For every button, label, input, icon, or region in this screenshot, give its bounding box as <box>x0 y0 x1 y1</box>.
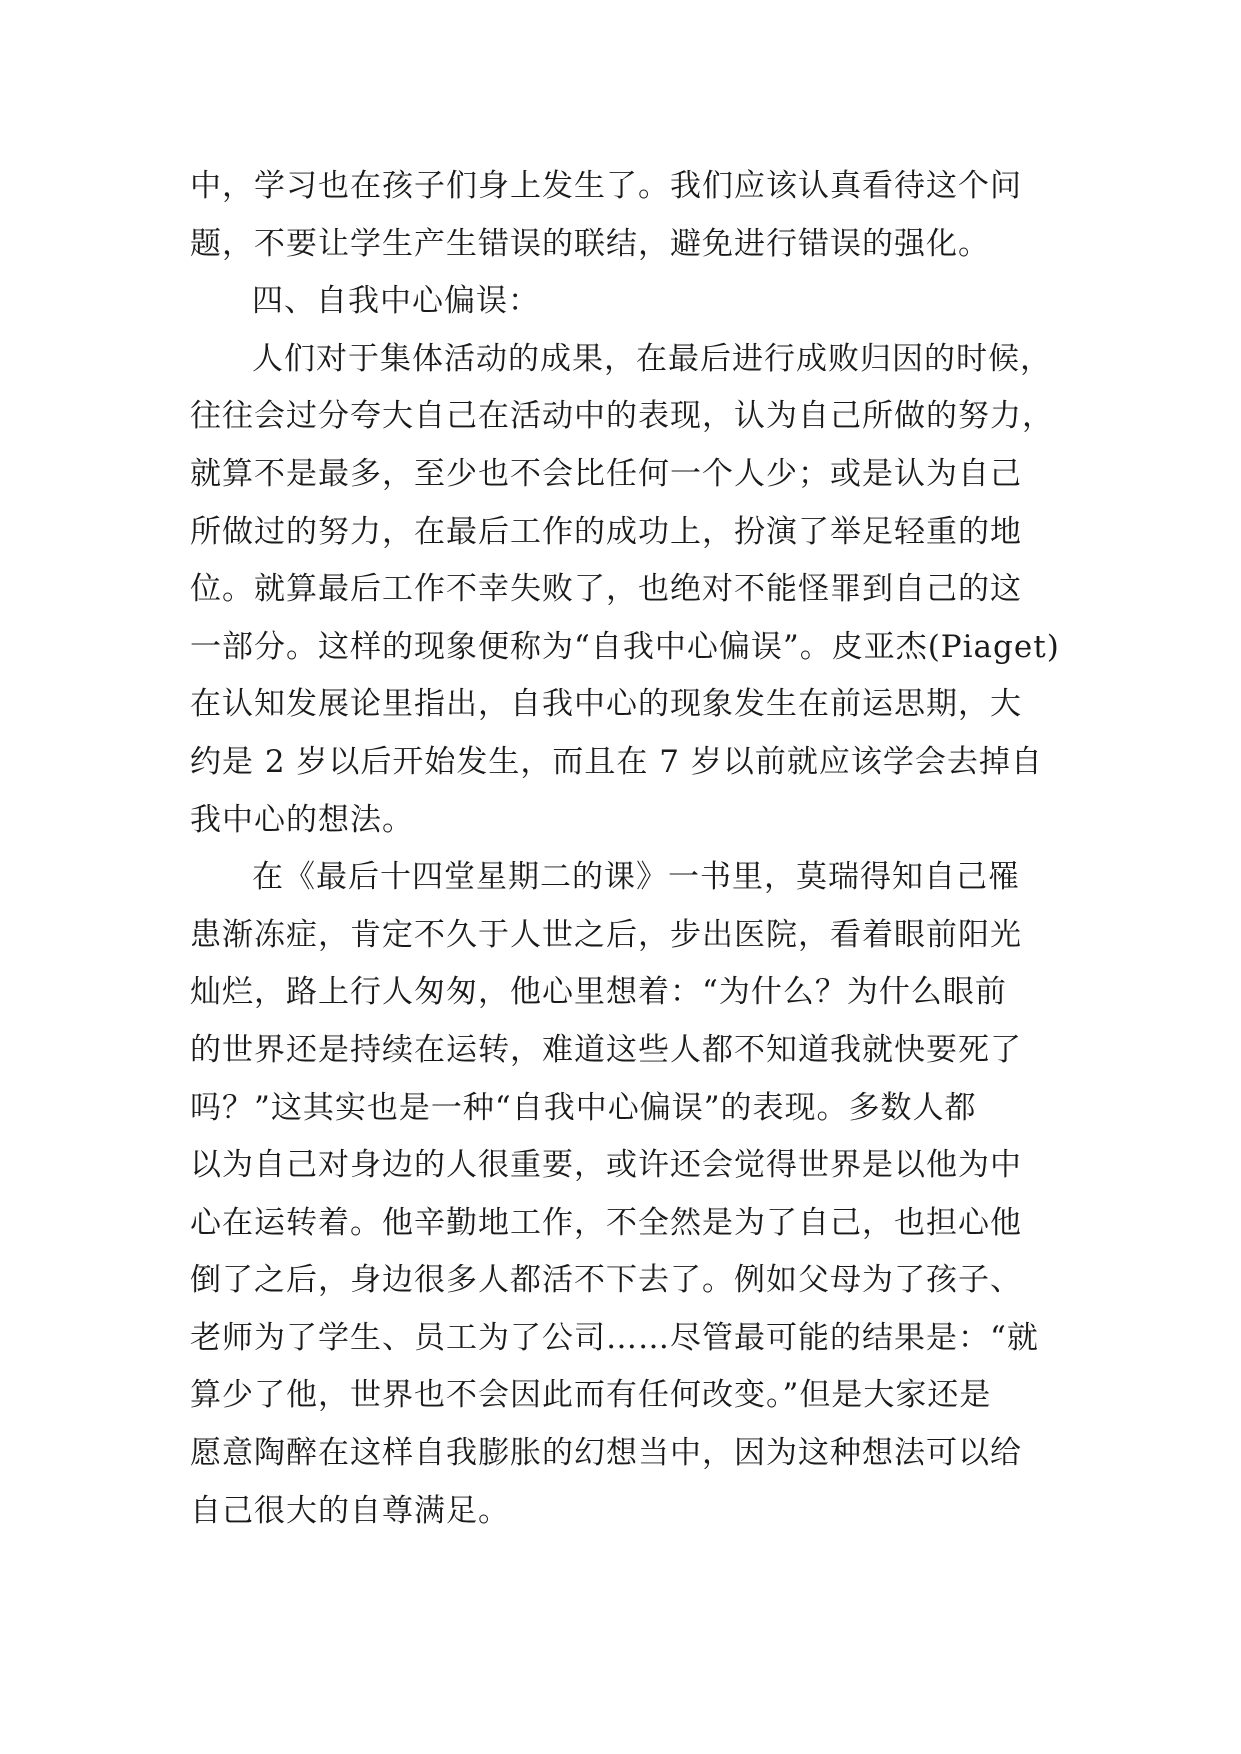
text-line: 老师为了学生、员工为了公司……尽管最可能的结果是：“就 <box>190 1319 1039 1356</box>
text-line: 倒了之后，身边很多人都活不下去了。例如父母为了孩子、 <box>190 1262 1022 1299</box>
text-line: 题，不要让学生产生错误的联结，避免进行错误的强化。 <box>190 225 990 262</box>
text-line: 人们对于集体活动的成果，在最后进行成败归因的时候， <box>252 340 1052 377</box>
text-line: 往往会过分夸大自己在活动中的表现，认为自己所做的努力， <box>190 398 1054 435</box>
text-line: 约是 2 岁以后开始发生，而且在 7 岁以前就应该学会去掉自 <box>190 743 1043 780</box>
text-line: 以为自己对身边的人很重要，或许还会觉得世界是以他为中 <box>190 1147 1022 1184</box>
text-line: 自己很大的自尊满足。 <box>190 1492 510 1529</box>
text-line: 在《最后十四堂星期二的课》一书里，莫瑞得知自己罹 <box>252 859 1020 896</box>
text-line: 就算不是最多，至少也不会比任何一个人少；或是认为自己 <box>190 455 1022 492</box>
text-line: 患渐冻症，肯定不久于人世之后，步出医院，看着眼前阳光 <box>190 916 1022 953</box>
text-line: 吗？”这其实也是一种“自我中心偏误”的表现。多数人都 <box>190 1089 977 1126</box>
text-line: 灿烂，路上行人匆匆，他心里想着：“为什么？为什么眼前 <box>190 974 1007 1011</box>
text-line: 中，学习也在孩子们身上发生了。我们应该认真看待这个问 <box>190 168 1022 204</box>
text-line: 所做过的努力，在最后工作的成功上，扮演了举足轻重的地 <box>190 513 1022 550</box>
text-line: 四、自我中心偏误： <box>252 283 540 320</box>
text-line: 愿意陶醉在这样自我膨胀的幻想当中，因为这种想法可以给 <box>190 1435 1022 1472</box>
body-text <box>190 158 1058 1540</box>
text-line: 位。就算最后工作不幸失败了，也绝对不能怪罪到自己的这 <box>190 571 1022 608</box>
text-line: 一部分。这样的现象便称为“自我中心偏误”。皮亚杰(Piaget) <box>190 628 1060 665</box>
text-line: 在认知发展论里指出，自我中心的现象发生在前运思期，大 <box>190 686 1022 723</box>
text-line: 心在运转着。他辛勤地工作，不全然是为了自己，也担心他 <box>190 1204 1022 1241</box>
text-line: 算少了他，世界也不会因此而有任何改变。”但是大家还是 <box>190 1377 992 1414</box>
text-line: 的世界还是持续在运转，难道这些人都不知道我就快要死了 <box>190 1031 1022 1068</box>
text-line: 我中心的想法。 <box>190 801 414 838</box>
